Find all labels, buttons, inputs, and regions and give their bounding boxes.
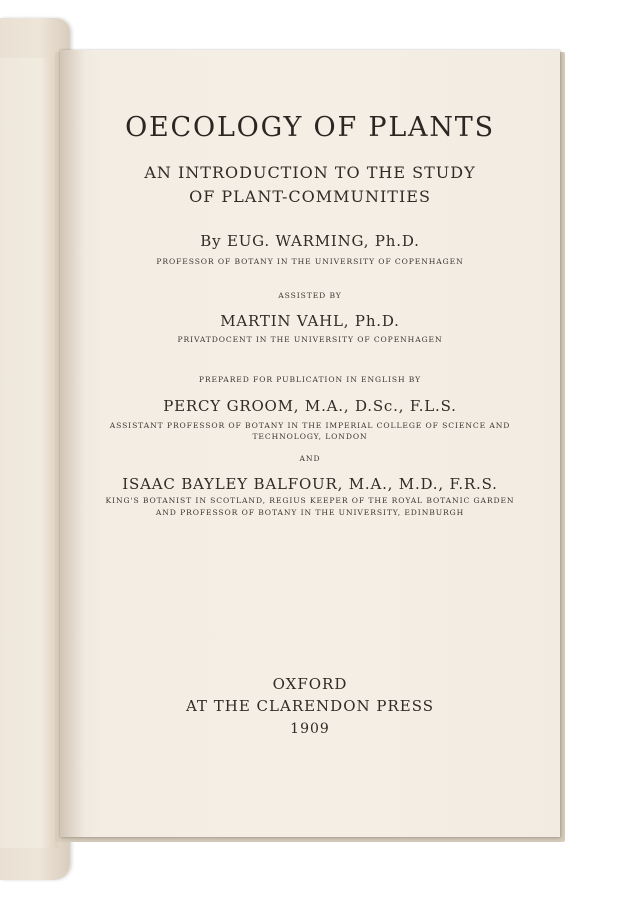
assisted-by-label: ASSISTED BY [278, 291, 342, 300]
author-warming-affiliation: PROFESSOR OF BOTANY IN THE UNIVERSITY OF COPENHAGEN [156, 257, 464, 266]
left-page-surface [0, 58, 58, 848]
author-balfour-affiliation-line-2: AND PROFESSOR OF BOTANY IN THE UNIVERSITY, EDINBURGH [155, 508, 465, 517]
imprint-city: OXFORD [272, 675, 348, 693]
author-balfour-affiliation-line-1: KING'S BOTANIST IN SCOTLAND, REGIUS KEEPER OF THE ROYAL BOTANIC GARDEN [105, 496, 515, 505]
imprint-press: AT THE CLARENDON PRESS [185, 697, 435, 715]
author-groom-affiliation-line-2: TECHNOLOGY, LONDON [252, 432, 368, 441]
book-title: OECOLOGY OF PLANTS [125, 112, 495, 143]
prepared-by-label: PREPARED FOR PUBLICATION IN ENGLISH BY [198, 375, 422, 384]
author-vahl-affiliation: PRIVATDOCENT IN THE UNIVERSITY OF COPENHAGEN [177, 335, 443, 344]
subtitle-line-1: AN INTRODUCTION TO THE STUDY [144, 163, 476, 182]
author-groom: PERCY GROOM, M.A., D.Sc., F.L.S. [163, 397, 457, 415]
title-page [60, 50, 560, 837]
author-groom-affiliation-line-1: ASSISTANT PROFESSOR OF BOTANY IN THE IMPERIAL COLLEGE OF SCIENCE AND [109, 421, 511, 430]
author-warming: By EUG. WARMING, Ph.D. [200, 232, 420, 250]
author-balfour: ISAAC BAYLEY BALFOUR, M.A., M.D., F.R.S. [122, 475, 498, 493]
author-vahl: MARTIN VAHL, Ph.D. [220, 312, 400, 330]
imprint-year: 1909 [290, 721, 330, 737]
and-label: AND [299, 454, 321, 463]
subtitle-line-2: OF PLANT-COMMUNITIES [189, 187, 431, 206]
